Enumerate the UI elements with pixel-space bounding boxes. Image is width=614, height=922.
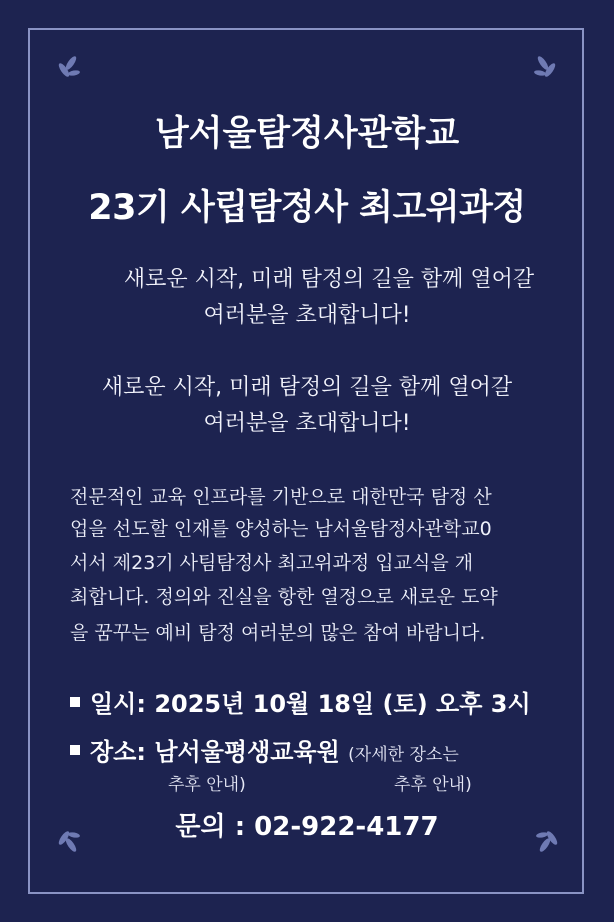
invitation-line: 여러분을 초대합니다! <box>203 303 411 328</box>
contact-info <box>0 806 614 843</box>
contact-label: 문의 : <box>175 812 246 842</box>
body-paragraph-line: 서서 제23기 사팀탐정사 최고위과정 입교식을 개 <box>70 552 474 574</box>
leaf-sprig-icon <box>54 52 84 82</box>
date-value: 2025년 10월 18일 (토) 오후 3시 <box>154 690 531 718</box>
body-paragraph-line: 을 꿈꾸는 예비 탐정 여러분의 많은 참여 바람니다. <box>70 622 486 644</box>
invitation-line: 새로운 시작, 미래 탐정의 길을 함께 열어갈 <box>123 267 535 292</box>
event-place <box>70 732 459 767</box>
invitation-line: 새로운 시작, 미래 탐정의 길을 함께 열어갈 <box>101 375 513 400</box>
poster-subtitle: 23기 사립탐정사 최고위과정 <box>88 188 526 228</box>
place-value: 남서울평생교육원 <box>154 738 340 766</box>
contact-phone: 02-922-4177 <box>254 812 439 842</box>
place-label: 장소: <box>90 738 146 766</box>
square-bullet-icon <box>70 697 80 707</box>
poster-title: 남서울탐정사관학교 <box>154 114 460 154</box>
square-bullet-icon <box>70 745 80 755</box>
event-date <box>70 684 531 719</box>
body-paragraph-line: 업을 선도할 인재를 양성하는 남서울탐정사관학교0 <box>70 518 492 540</box>
place-note: (자세한 장소는 <box>348 745 459 765</box>
place-note-sub: 추후 안내) <box>394 775 472 795</box>
invitation-line: 여러분을 초대합니다! <box>203 411 411 436</box>
date-label: 일시: <box>90 690 146 718</box>
leaf-sprig-icon <box>530 52 560 82</box>
place-note-sub: 추후 안내) <box>168 775 246 795</box>
body-paragraph-line: 전문적인 교육 인프라를 기반으로 대한만국 탐정 산 <box>70 486 492 508</box>
body-paragraph-line: 최합니다. 정의와 진실을 항한 열정으로 새로운 도약 <box>70 586 498 608</box>
